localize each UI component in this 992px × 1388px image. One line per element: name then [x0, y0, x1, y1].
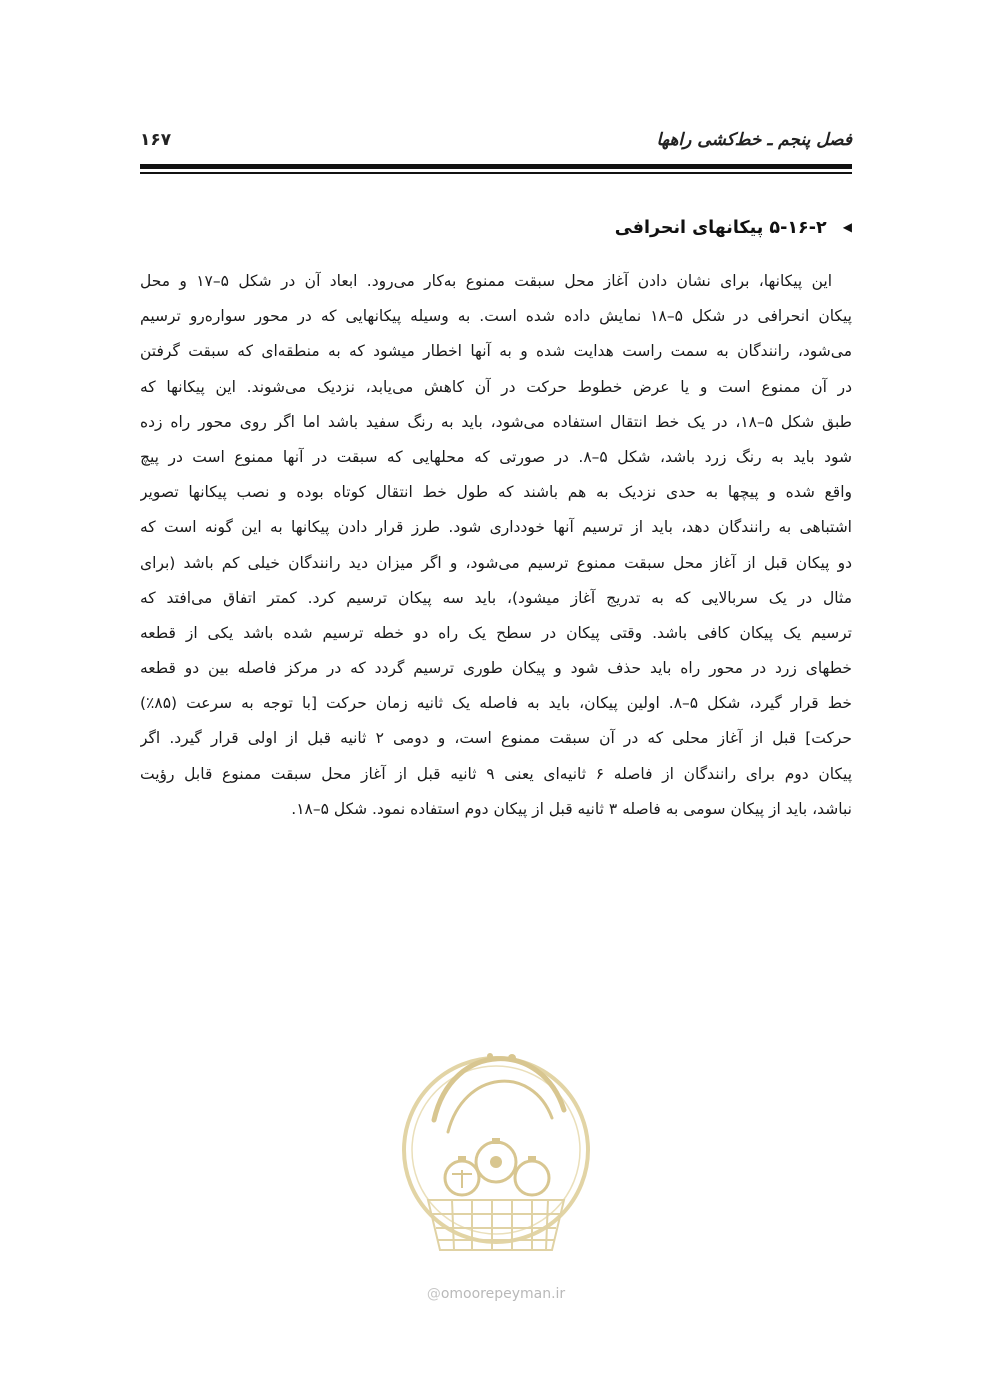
body-line: دو پیکان قبل از آغاز محل سبقت ممنوع ترسیم می‌شود، و اگر میزان دید رانندگان خیلی کم باشد (برای: [140, 553, 852, 572]
body-paragraph: [140, 264, 852, 827]
body-line: شود باید به رنگ زرد باشد، شکل ۵–۸. در صورتی که محلهایی که سبقت در آنها ممنوع است در پیچ: [140, 447, 852, 466]
header-rule-thin: [140, 172, 852, 174]
body-line: حرکت] قبل از آغاز محلی که در آن سبقت ممنوع است، و دومی ۲ ثانیه قبل از اولی قرار گیرد. اگر: [140, 729, 852, 748]
body-line: اشتباهی به رانندگان دهد، باید از ترسیم آنها خودداری شود. طرز قرار دادن پیکانها به این گونه است که: [140, 518, 852, 537]
watermark-logo-icon: [392, 1000, 600, 1290]
body-line: پیکان انحرافی در شکل ۵–۱۸ نمایش داده شده است. به وسیله پیکانهایی که در محور سواره‌رو ترسیم: [140, 307, 852, 326]
body-line: این پیکانها، برای نشان دادن آغاز محل سبقت ممنوع به‌کار می‌رود. ابعاد آن در شکل ۵–۱۷ و محل: [140, 272, 833, 290]
body-line: مثال در یک سربالایی که به تدریج آغاز میشود)، باید سه پیکان ترسیم کرد. کمتر اتفاق می‌افتد که: [140, 588, 852, 607]
watermark: [392, 1000, 600, 1305]
section-heading: [140, 218, 852, 238]
body-line: خطهای زرد در محور راه باید حذف شود و پیکان طوری ترسیم گردد که در مرکز فاصله بین دو قطعه: [140, 659, 852, 678]
page-header: [140, 128, 852, 162]
at-icon: @: [426, 1286, 441, 1302]
body-line: ترسیم یک پیکان کافی باشد. وقتی پیکان در سطح یک راه دو خطه ترسیم شده باشد یکی از قطعه: [140, 623, 852, 642]
chapter-title: فصل پنجم ـ خط‌کشی راهها: [656, 130, 852, 150]
body-line: واقع شده و پیچها به حدی نزدیک به هم باشند که طول خط انتقال کوتاه بوده و نصب پیکانها تصویر: [140, 483, 852, 502]
watermark-url: [392, 1286, 600, 1302]
body-line: در آن ممنوع است و یا عرض خطوط حرکت در آن کاهش می‌یابد، نزدیک می‌شوند. این پیکانها که: [140, 377, 852, 396]
body-line: طبق شکل ۵–۱۸، در یک خط انتقال استفاده می‌شود، باید به رنگ سفید باشد اما اگر روی محور راه زده: [140, 412, 852, 431]
header-rule-thick: [140, 164, 852, 169]
triangle-bullet-icon: ◀: [842, 220, 852, 234]
section-heading-text: ۵-۱۶-۲ پیکانهای انحرافی: [614, 218, 827, 238]
watermark-url-text: omoorepeyman.ir: [440, 1286, 566, 1302]
page-number: ۱۶۷: [140, 130, 172, 150]
body-line: نباشد، باید از پیکان سومی به فاصله ۳ ثانیه قبل از پیکان دوم استفاده نمود. شکل ۵–۱۸.: [291, 799, 852, 818]
body-line: خط قرار گیرد، شکل ۵–۸. اولین پیکان، باید به فاصله یک ثانیه زمان حرکت [با توجه به سرعت (۸۵٪): [140, 694, 852, 713]
body-line: پیکان دوم برای رانندگان از فاصله ۶ ثانیه‌ای یعنی ۹ ثانیه قبل از آغاز محل سبقت ممنوع قابل رؤیت: [140, 764, 852, 783]
body-line: می‌شود، رانندگان به سمت راست هدایت شده و به آنها اخطار میشود که به منطقه‌ای که سبقت گرفتن: [140, 342, 852, 361]
